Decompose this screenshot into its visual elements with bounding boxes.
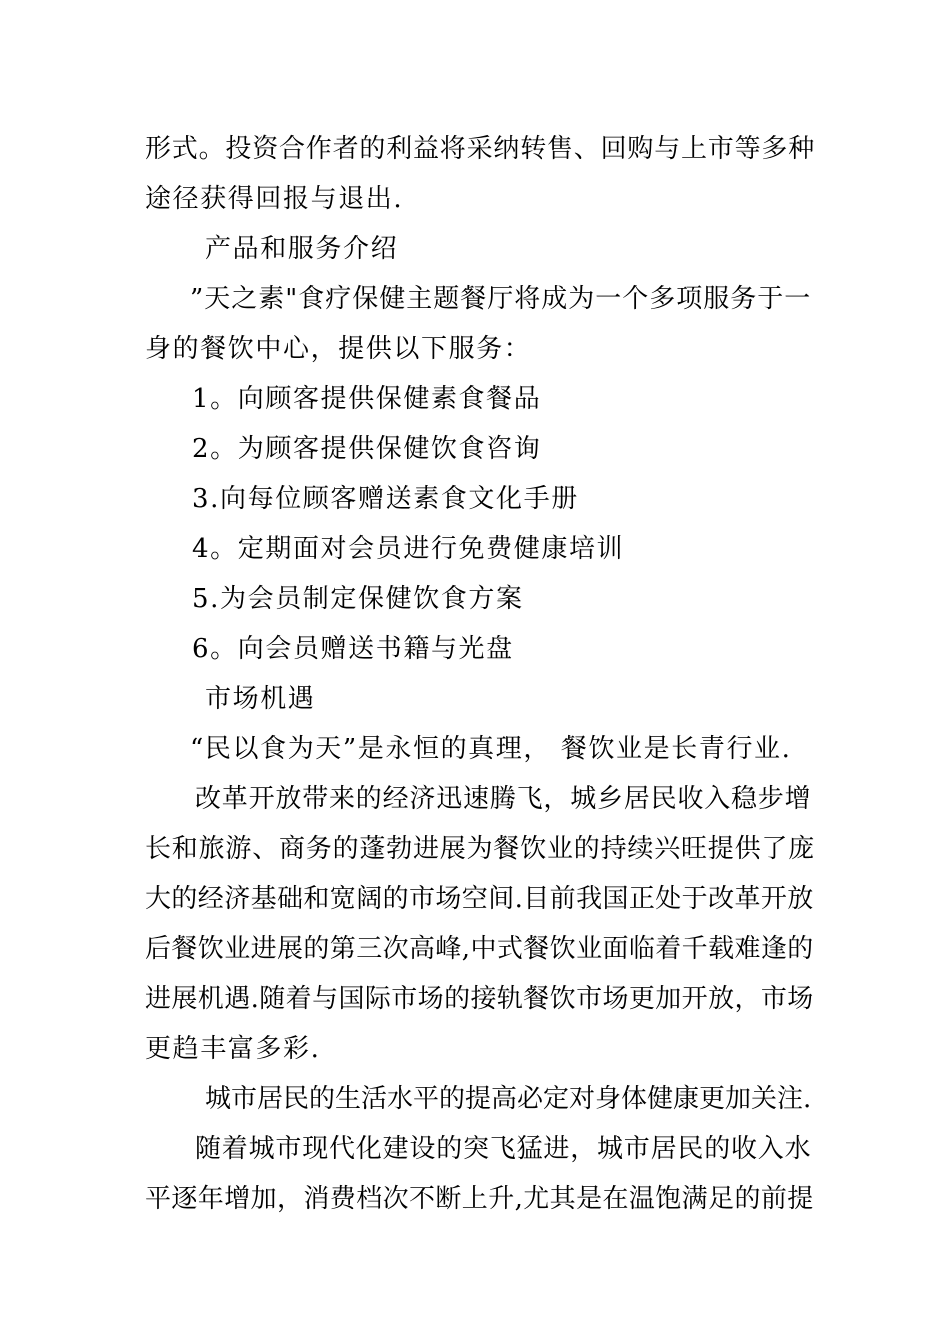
list-item: 6。向会员赠送书籍与光盘 [192,634,514,664]
paragraph-line: 形式。投资合作者的利益将采纳转售、回购与上市等多种 [145,134,816,164]
paragraph-line: ”天之素"食疗保健主题餐厅将成为一个多项服务于一 [190,284,812,314]
paragraph-line: 更趋丰富多彩. [145,1034,321,1064]
section-heading: 产品和服务介绍 [205,234,399,264]
section-heading: 市场机遇 [205,684,316,714]
paragraph-line: “民以食为天”是永恒的真理， 餐饮业是长青行业. [190,734,792,764]
paragraph-line: 随着城市现代化建设的突飞猛进，城市居民的收入水 [195,1134,812,1164]
list-item: 2。为顾客提供保健饮食咨询 [192,434,542,464]
list-item: 3.向每位顾客赠送素食文化手册 [192,484,579,514]
paragraph-line: 身的餐饮中心，提供以下服务： [145,334,532,364]
paragraph-line: 途径获得回报与退出. [145,184,404,214]
list-item: 5.为会员制定保健饮食方案 [192,584,524,614]
list-item: 4。定期面对会员进行免费健康培训 [192,534,625,564]
paragraph-line: 城市居民的生活水平的提高必定对身体健康更加关注. [205,1084,812,1114]
list-item: 1。向顾客提供保健素食餐品 [192,384,542,414]
paragraph-line: 平逐年增加，消费档次不断上升,尤其是在温饱满足的前提 [145,1184,814,1214]
paragraph-line: 改革开放带来的经济迅速腾飞，城乡居民收入稳步增 [195,784,812,814]
paragraph-line: 长和旅游、商务的蓬勃进展为餐饮业的持续兴旺提供了庞 [145,834,816,864]
paragraph-line: 大的经济基础和宽阔的市场空间.目前我国正处于改革开放 [145,884,814,914]
paragraph-line: 进展机遇.随着与国际市场的接轨餐饮市场更加开放，市场 [145,984,814,1014]
paragraph-line: 后餐饮业进展的第三次高峰,中式餐饮业面临着千载难逢的 [145,934,814,964]
